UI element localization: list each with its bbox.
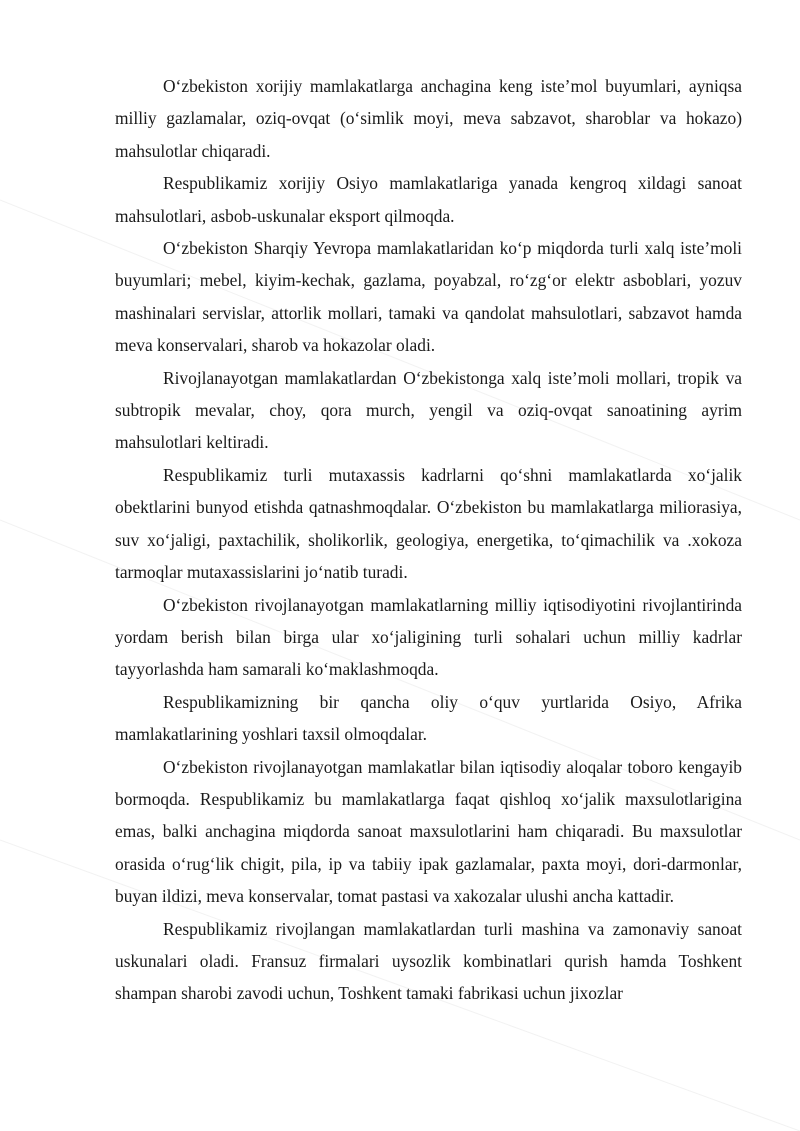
paragraph-2: Respublikamiz xorijiy Osiyo mamlakatlariga yanada kengroq xildagi sanoat mahsulotlari, asbob-uskunalar eksport qilmoqda. xyxy=(115,173,742,226)
paragraph-4: Rivojlanayotgan mamlakatlardan O‘zbekistonga xalq iste’moli mollari, tropik va subtropik mevalar, choy, qora murch, yengil va oziq-ovqat sanoatining ayrim mahsulotlari keltiradi. xyxy=(115,367,742,453)
paragraph-8: O‘zbekiston rivojlanayotgan mamlakatlar bilan iqtisodiy aloqalar toboro kengayib bormoqda. Respublikamiz bu mamlakatlarga faqat qishloq xo‘jalik maxsulotlarigina emas, balki anchagina miqdorda sanoat maxsulotlarini ham chiqaradi. Bu maxsulotlar orasida o‘rug‘lik chigit, pila, ip va tabiiy ipak gazlamalar, paxta moyi, dori-darmonlar, buyan ildizi, meva konservalar, tomat pastasi va xakozalar ulushi ancha kattadir. xyxy=(115,756,742,907)
paragraph-9: Respublikamiz rivojlangan mamlakatlardan turli mashina va zamonaviy sanoat uskunalari oladi. Fransuz firmalari uysozlik kombinatlari qurish hamda Toshkent shampan sharobi zavodi uchun, Toshkent tamaki fabrikasi uchun jixozlar xyxy=(115,918,742,1004)
paragraph-1: O‘zbekiston xorijiy mamlakatlarga anchagina keng iste’mol buyumlari, ayniqsa milliy gazlamalar, oziq-ovqat (o‘simlik moyi, meva sabzavot, sharoblar va hokazo) mahsulotlar chiqaradi. xyxy=(115,76,742,161)
paragraph-3: O‘zbekiston Sharqiy Yevropa mamlakatlaridan ko‘p miqdorda turli xalq iste’moli buyumlari; mebel, kiyim-kechak, gazlama, poyabzal, ro‘zg‘or elektr asboblari, yozuv mashinalari servislar, attorlik mollari, tamaki va qandolat mahsulotlari, sabzavot hamda meva konservalari, sharob va hokazolar oladi. xyxy=(115,238,742,356)
document-page xyxy=(115,70,742,1010)
paragraph-7: Respublikamizning bir qancha oliy o‘quv yurtlarida Osiyo, Afrika mamlakatlarining yoshlari taxsil olmoqdalar. xyxy=(115,691,742,745)
paragraph-6: O‘zbekiston rivojlanayotgan mamlakatlarning milliy iqtisodiyotini rivojlantirinda yordam berish bilan birga ular xo‘jaligining turli sohalari uchun milliy kadrlar tayyorlashda ham samarali ko‘maklashmoqda. xyxy=(115,594,742,680)
paragraph-5: Respublikamiz turli mutaxassis kadrlarni qo‘shni mamlakatlarda xo‘jalik obektlarini bunyod etishda qatnashmoqdalar. O‘zbekiston bu mamlakatlarga miliorasiya, suv xo‘jaligi, paxtachilik, sholikorlik, geologiya, energetika, to‘qimachilik va .xokoza tarmoqlar mutaxassislarini jo‘natib turadi. xyxy=(115,464,742,583)
